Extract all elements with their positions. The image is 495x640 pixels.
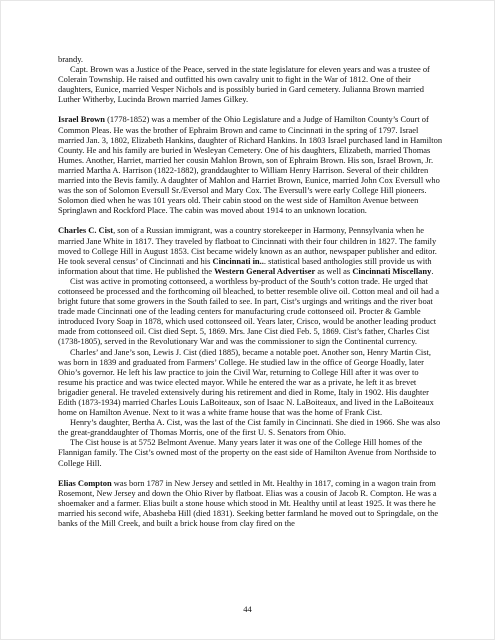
paragraph-continuation bbox=[58, 54, 444, 64]
paragraph-cottonseed bbox=[58, 276, 444, 347]
paragraph-spacer bbox=[58, 215, 444, 225]
paragraph-text: Charles’ and Jane’s son, Lewis J. Cist (died 1885), became a notable poet. Another son, Henry Martin Cist, was born in 1839 and graduated from Farmers’ College. He studied law in the office of George Hoadly, later Ohio’s governor. He left his law practice to join the Civil War, returning to College Hill after it was over to resume his practice and was twice elected mayor. While he entered the war as a private, he left it as brevet brigadier general. He traveled extensively during his retirement and died in Rome, Italy in 1902. His daughter Edith (1873-1934) married Charles Louis LaBoiteaux, son of Isaac N. LaBoiteaux, and lived in the LaBoiteaux home on Hamilton Avenue. Next to it was a white frame house that was the home of Frank Cist. bbox=[58, 346, 434, 418]
paragraph-text: (1778-1852) was a member of the Ohio Legislature and a Judge of Hamilton County’s Court of Common Pleas. He was the brother of Ephraim Brown and came to Cincinnati in the spring of 1797. Israel married Jan. 3, 1802, Elizabeth Hankins, daughter of Richard Hankins. In 1803 Israel purchased land in Hamilton County. He and his family are buried in Wesleyan Cemetery. One of his daughters, Elizabeth, married Thomas Humes. Another, Harriet, married her cousin Mahlon Brown, son of Ephraim Brown. His son, Israel Brown, Jr. married Martha A. Harrison (1822-1882), granddaughter to William Henry Harrison. Several of their children married into the Bevis family. A daughter of Mahlon and Harriet Brown, Eunice, married John Cox Eversull who was the son of Solomon Eversull Sr./Eversol and Mary Cox. The Eversull’s were early College Hill pioneers. Solomon died when he was 101 years old. Their cabin stood on the west side of Hamilton Avenue between Springlawn and Rockford Place. The cabin was moved about 1914 to an unknown location. bbox=[58, 114, 443, 216]
paragraph-text: Capt. Brown was a Justice of the Peace, served in the state legislature for eleven years and was a trustee of Colerain Township. He raised and outfitted his own cavalry unit to fight in the War of 1812. One of their daughters, Eunice, married Vesper Nichols and is possibly buried in Gard cemetery. Julianna Brown married Luther Witherby, Lucinda Brown married James Gilkey. bbox=[58, 64, 430, 105]
paragraph-bertha-cist bbox=[58, 417, 444, 437]
entry-heading-charles-cist: Charles C. Cist bbox=[58, 225, 114, 236]
paragraph-text: was born 1787 in New Jersey and settled in Mt. Healthy in 1817, coming in a wagon train from Rosemont, New Jersey and down the Ohio River by flatboat. Elias was a cousin of Jacob R. Compton. He was a shoemaker and a farmer. Elias built a stone house which stood in Mt. Healthy until at least 1925. It was there he married his second wife, Abasheba Hill (died 1831). Seeking better farmland he moved out to Springdale, on the banks of the Mill Creek, and built a brick house from clay fired on the bbox=[58, 477, 439, 529]
paragraph-text: . statistical based anthologies still provide us with information about that time. He published the bbox=[58, 255, 432, 276]
document-body bbox=[58, 54, 444, 528]
paragraph-capt-brown bbox=[58, 64, 444, 104]
paragraph-text: as well as bbox=[315, 265, 353, 276]
publication-title: Cincinnati in.. bbox=[212, 255, 264, 266]
paragraph-text: . bbox=[431, 265, 434, 276]
publication-title: Cincinnati Miscellany bbox=[352, 265, 432, 276]
paragraph-text: , son of a Russian immigrant, was a country storekeeper in Harmony, Pennsylvania when he married Jane White in 1817. They traveled by flatboat to Cincinnati with their four children in 1827. The family moved to College Hill in August 1853. Cist became widely known as an author, newspaper publisher and editor. He took several census’ of Cincinnati and his bbox=[58, 225, 437, 266]
paragraph-cist-sons bbox=[58, 347, 444, 418]
paragraph-text: Cist was active in promoting cottonseed, a worthless by-product of the South’s cotton trade. He urged that cottonseed be processed and the forthcoming oil bleached, to better resemble olive oil. Cotton meal and oil had a bright future that some growers in the South failed to see. In part, Cist’s urgings and writings and the river boat trade made Cincinnati one of the leading centers for manufacturing crude cottonseed oil. Procter & Gamble introduced Ivory Soap in 1878, which used cottonseed oil. Years later, Crisco, would be another leading product made from cottonseed oil. Cist died Sept. 5, 1869. Mrs. Jane Cist died Feb. 5, 1869. Cist’s father, Charles Cist (1738-1805), served in the Revolutionary War and was the commissioner to sign the Continental currency. bbox=[58, 275, 439, 347]
paragraph-israel-brown bbox=[58, 114, 444, 215]
paragraph-text: brandy. bbox=[58, 54, 83, 64]
paragraph-cist-house bbox=[58, 437, 444, 467]
paragraph-spacer bbox=[58, 468, 444, 478]
paragraph-elias-compton bbox=[58, 478, 444, 528]
paragraph-text: Henry’s daughter, Bertha A. Cist, was the last of the Cist family in Cincinnati. She died in 1966. She was also the great-granddaughter of Thomas Morris, one of the first U. S. Senators from Ohio. bbox=[58, 417, 441, 438]
entry-heading-elias-compton: Elias Compton bbox=[58, 477, 112, 488]
paragraph-spacer bbox=[58, 104, 444, 114]
paragraph-text: The Cist house is at 5752 Belmont Avenue. Many years later it was one of the College Hill homes of the Flannigan family. The Cist’s owned most of the property on the east side of Hamilton Avenue from Northside to College Hill. bbox=[58, 437, 437, 468]
page-number: 44 bbox=[243, 604, 252, 614]
publication-title: Western General Advertiser bbox=[214, 265, 316, 276]
paragraph-charles-cist bbox=[58, 225, 444, 275]
entry-heading-israel-brown: Israel Brown bbox=[58, 114, 105, 125]
